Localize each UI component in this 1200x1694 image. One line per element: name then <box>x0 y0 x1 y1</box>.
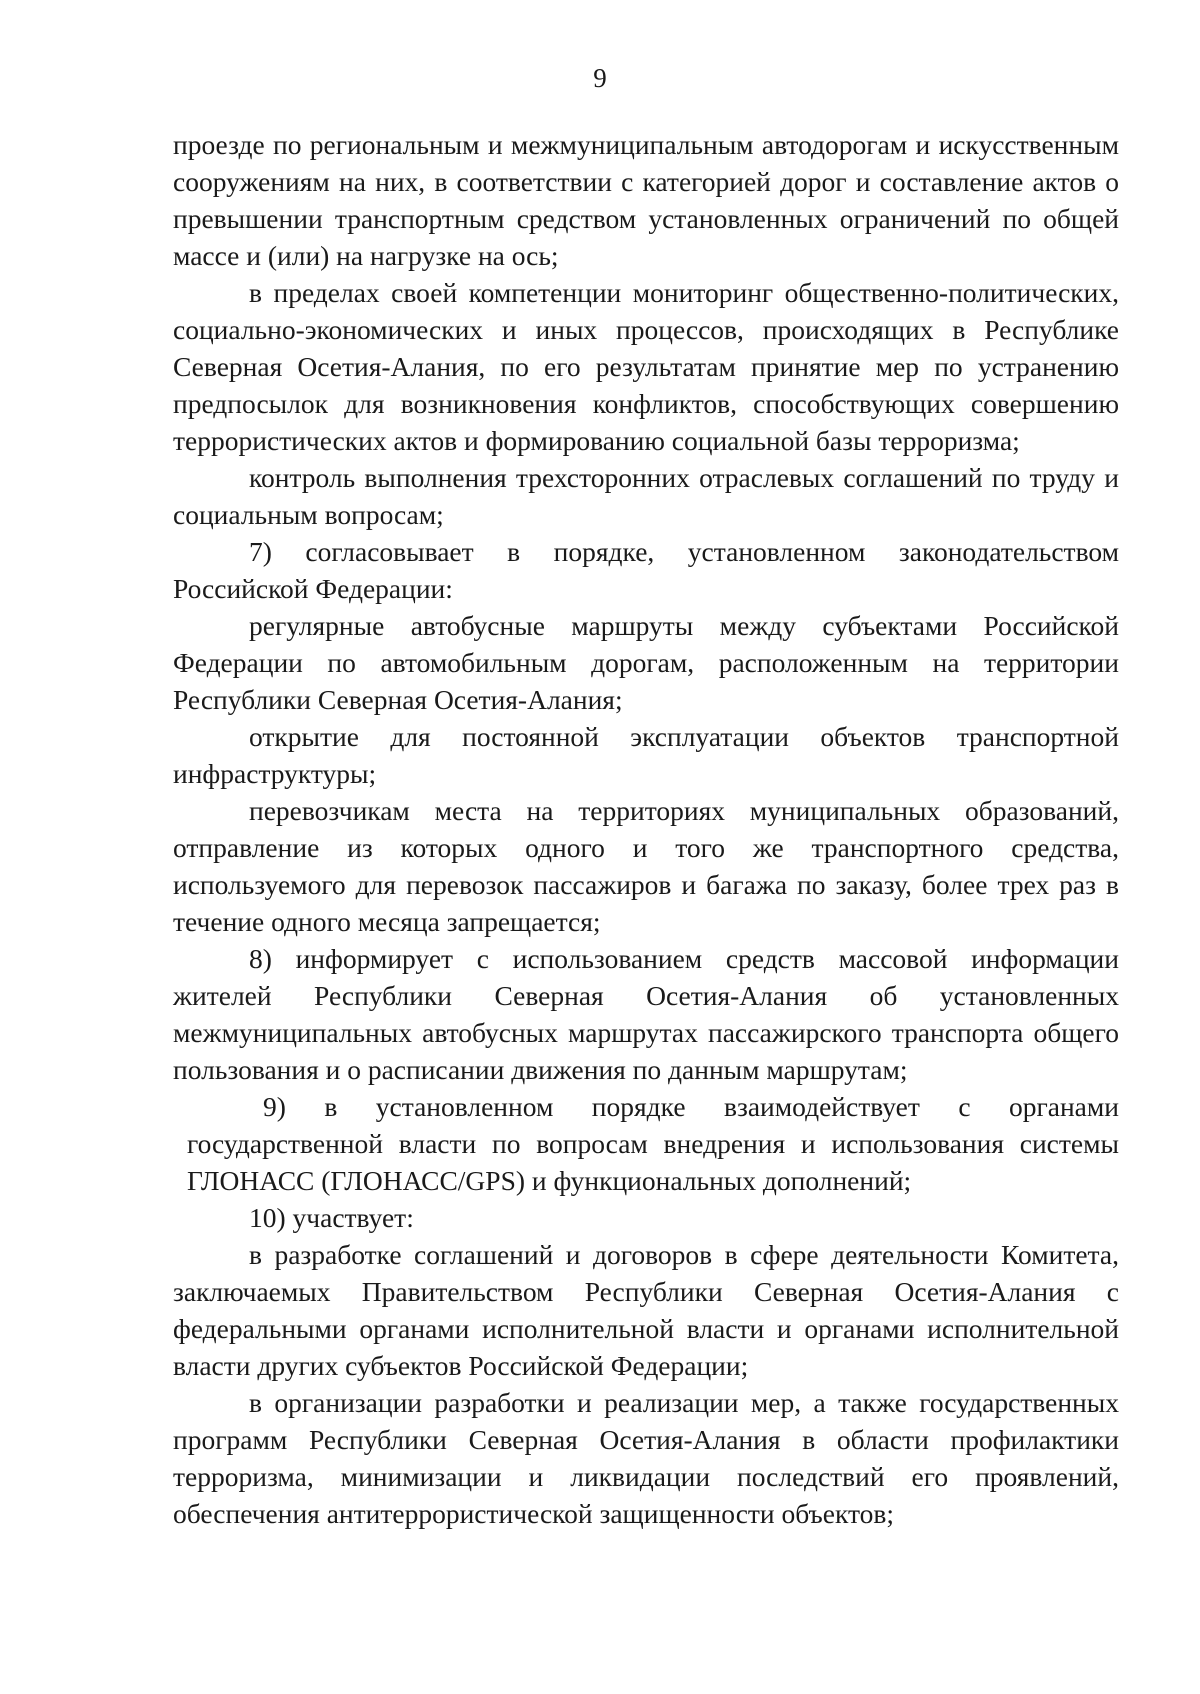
paragraph-3: контроль выполнения трехсторонних отраслевых соглашений по труду и социальным вопросам; <box>173 462 1119 530</box>
paragraph-12: в организации разработки и реализации мер, а также государственных программ Республики Северная Осетия-Алания в области профилактики терроризма, минимизации и ликвидации последствий его проявлений, обеспечения антитеррористической защищенности объектов; <box>173 1387 1119 1529</box>
paragraph-2: в пределах своей компетенции мониторинг общественно-политических, социально-экономических и иных процессов, происходящих в Республике Северная Осетия-Алания, по его результатам принятие мер по устранению предпосылок для возникновения конфликтов, способствующих совершению террористических актов и формированию социальной базы терроризма; <box>173 277 1119 456</box>
paragraph-1: проезде по региональным и межмуниципальным автодорогам и искусственным сооружениям на них, в соответствии с категорией дорог и составление актов о превышении транспортным средством установленных ограничений по общей массе и (или) на нагрузке на ось; <box>173 129 1119 271</box>
paragraph-11: в разработке соглашений и договоров в сфере деятельности Комитета, заключаемых Правительством Республики Северная Осетия-Алания с федеральными органами исполнительной власти и органами исполнительной власти других субъектов Российской Федерации; <box>173 1239 1119 1381</box>
paragraph-9-item-9: 9) в установленном порядке взаимодействует с органами государственной власти по вопросам внедрения и использования системы ГЛОНАСС (ГЛОНАСС/GPS) и функциональных дополнений; <box>187 1091 1119 1196</box>
page-number: 9 <box>593 63 607 93</box>
paragraph-5: регулярные автобусные маршруты между субъектами Российской Федерации по автомобильным дорогам, расположенным на территории Республики Северная Осетия-Алания; <box>173 610 1119 715</box>
paragraph-10-item-10: 10) участвует: <box>249 1202 414 1233</box>
paragraph-4-item-7: 7) согласовывает в порядке, установленном законодательством Российской Федерации: <box>173 536 1119 604</box>
paragraph-8-item-8: 8) информирует с использованием средств массовой информации жителей Республики Северная Осетия-Алания об установленных межмуниципальных автобусных маршрутах пассажирского транспорта общего пользования и о расписании движения по данным маршрутам; <box>173 943 1119 1085</box>
paragraph-7: перевозчикам места на территориях муниципальных образований, отправление из которых одного и того же транспортного средства, используемого для перевозок пассажиров и багажа по заказу, более трех раз в течение одного месяца запрещается; <box>173 795 1119 937</box>
document-body <box>173 126 1119 1532</box>
paragraph-6: открытие для постоянной эксплуатации объектов транспортной инфраструктуры; <box>173 721 1119 789</box>
